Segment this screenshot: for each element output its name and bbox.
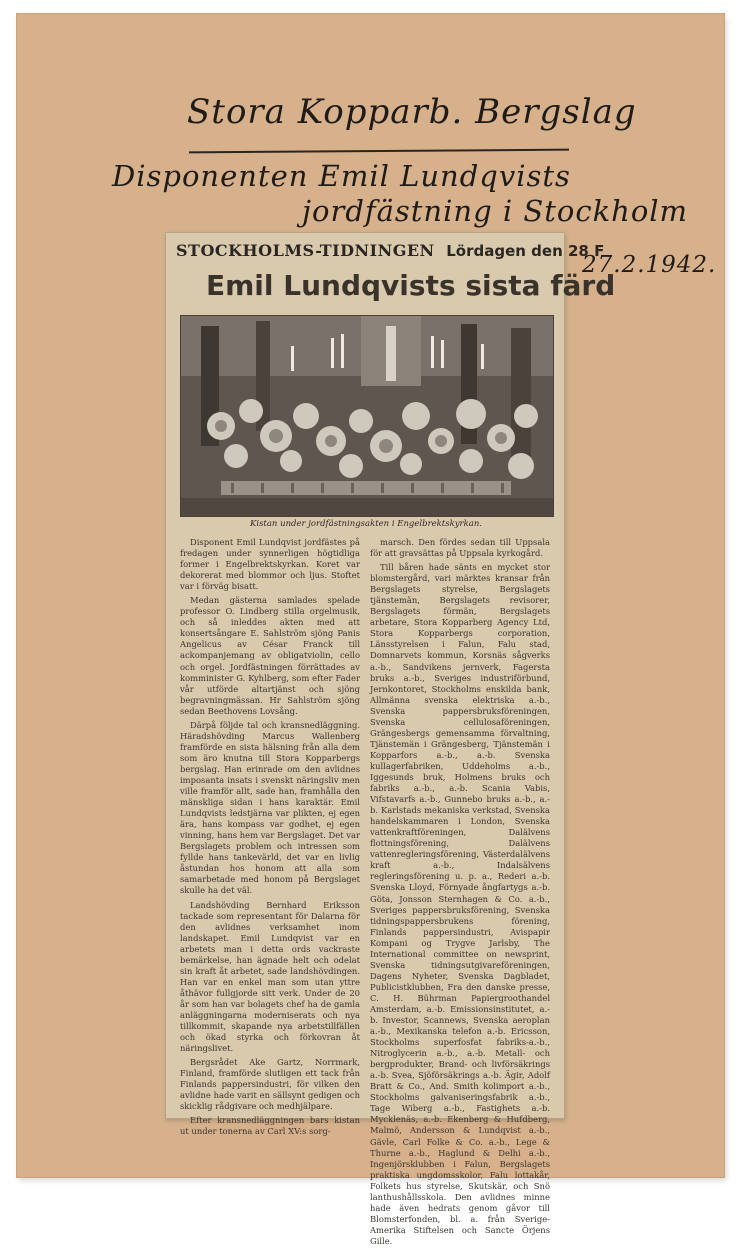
left-paragraph: Därpå följde tal och kransnedläggning. Häradshövding Marcus Wallenberg framförde en sista hälsning från alla dem som äro knutna till Stora Kopparbergs bergslag. Han erinrade om den avlidnes imposanta insats i svenskt näringsliv men ville framför allt, sade han, framhålla den mänskliga sidan i hans karaktär. Emil Lundqvists ledstjärna var plikten, ej egen ära, hans kompass var godhet, ej egen vinning, hans hem var Bergslaget. Det var Bergslagets problem och intressen som fyllde hans tankevärld, det var en livlig åstundan hos honom att alla som samarbetade med honom på Bergslaget skulle ha det väl. <box>180 719 360 896</box>
article-right-column <box>370 537 550 1250</box>
newspaper-date: Lördagen den 28 F <box>446 242 605 260</box>
left-paragraph: Disponent Emil Lundqvist jordfästes på fredagen under synnerligen högtidliga former i Engelbrektskyrkan. Koret var dekorerat med blommor och ljus. Stoftet var i förväg bisatt. <box>180 537 360 592</box>
archive-sheet <box>17 14 724 1246</box>
article-headline: Emil Lundqvists sista färd <box>206 269 616 302</box>
handwritten-underline <box>189 149 569 154</box>
handwritten-title: Stora Kopparb. Bergslag <box>187 92 637 132</box>
article-left-column <box>180 537 360 1140</box>
masthead <box>176 241 605 263</box>
right-paragraph: Till båren hade sänts en mycket stor blomstergård, vari märktes kransar från Bergslagets styrelse, Bergslagets tjänstemän, Bergslagets revisorer, Bergslagets förmän, Bergslagets arbetare, Stora Kopparberg Agency Ltd, Stora Kopparbergs corporation, Länsstyrelsen i Falun, Falu stad, Domnarvets kommun, Korsnäs sågverks a.-b., Sandvikens jernverk, Fagersta bruks a.-b., Sveriges industriförbund, Jernkontoret, Stockholms enskilda bank, Allmänna svenska elektriska a.-b., Svenska pappersbruksföreningen, Svenska cellulosaföreningen, Grängesbergs gemensamma förvaltning, Tjänstemän i Grängesberg, Tjänstemän i Kopparfors a.-b., a.-b. Svenska kullagerfabriken, Uddeholms a.-b., Iggesunds bruk, Holmens bruks och fabriks a.-b., a.-b. Scania Vabis, Vifstavarfs a.-b., Gunnebo bruks a.-b., a.-b. Karlstads mekaniska verkstad, Svenska handelskammaren i London, Svenska vattenkraftföreningen, Dalälvens flottningsförening, Dalälvens vattenregleringsförening, Västerdalälvens kraft a.-b., Indalsälvens regleringsförening u. p. a., Rederi a.-b. Svenska Lloyd, Förnyade ångfartygs a.-b. Göta, Jonsson Sternhagen & Co. a.-b., Sveriges pappersbruksförening, Svenska tidningspappersbrukens förening, Finlands pappersindustri, Avispapir Kompani og Trygve Jarlsby, The International committee on newsprint, Svenska tidningsutgivareföreningen, Dagens Nyheter, Svenska Dagbladet, Publicistklubben, Fra den danske presse, C. H. Bührman Papiergroothandel Amsterdam, a.-b. Emissionsinstitutet, a.-b. Investor, Scannews, Svenska aeroplan a.-b., Mexikanska telefon a.-b. Ericsson, Stockholms superfosfat fabriks-a.-b., Nitroglycerin a.-b., a.-b. Metall- och bergprodukter, Brand- och livförsäkrings a.-b. Svea, Sjöförsäkrings a.-b. Ägir, Adolf Bratt & Co., And. Smith kolimport a.-b., Stockholms galvaniseringsfabrik a.-b., Tage Wiberg a.-b., Fastighets a.-b. Mycklenäs, a.-b. Ekenberg & Hufdberg, Malmö, Andersson & Lundqvist a.-b., Gävle, Carl Folke & Co. a.-b., Lege & Thurne a.-b., Haglund & Delhi a.-b., Ingenjörsklubben i Falun, Bergslagets praktiska ungdomsskolor, Falu lottakår, Folkets hus styrelse, Skutskär, och Snö lanthushållsskola. Den avlidnes minne hade även hedrats genom gåvor till Blomsterfonden, bl. a. från Sverige-Amerika Stiftelsen och Sancte Örjens Gille. <box>370 562 550 1246</box>
photo-caption: Kistan under jordfästningsakten i Engelbrektskyrkan. <box>250 519 482 529</box>
handwritten-subtitle-line-2: jordfästning i Stockholm <box>302 194 689 228</box>
left-paragraph: Medan gästerna samlades spelade professor O. Lindberg stilla orgelmusik, och så inleddes akten med att konsertsångare E. Sahlström sjöng Panis Angelicus av César Franck till ackompanjemang av obligatviolin, cello och orgel. Jordfästningen förrättades av komminister G. Kyhlberg, som efter Fader vår utförde altartjänst och sjöng begravningmässan. Hr Sahlström sjöng sedan Beethovens Lovsång. <box>180 595 360 716</box>
left-paragraph: Bergsrådet Ake Gartz, Norrmark, Finland, framförde slutligen ett tack från Finlands pappersindustri, för vilken den avlidne hade varit en sällsynt gedigen och skicklig rådgivare och medhjälpare. <box>180 1057 360 1112</box>
newspaper-clipping <box>165 232 616 1246</box>
left-paragraph: Efter kransnedläggningen bars kistan ut under tonerna av Carl XV:s sorg- <box>180 1115 360 1137</box>
left-paragraph: Landshövding Bernhard Eriksson tackade som representant för Dalarna för den avlidnes verksamhet inom landskapet. Emil Lundqvist var en arbetets man i detta ords vackraste bemärkelse, han ägnade helt och odelat sin kraft åt arbetet, sade landshövdingen. Han var en enkel man som utan yttre åthävor fullgjorde sitt verk. Under de 20 år som han var bolagets chef ha de gamla anläggningarna moderniserats och nya tillkommit, skapande nya arbetstillfällen och ökad styrka och förkovran åt näringslivet. <box>180 899 360 1054</box>
handwritten-subtitle-line-1: Disponenten Emil Lundqvists <box>112 159 571 193</box>
newspaper-name: STOCKHOLMS-TIDNINGEN <box>176 241 435 260</box>
funeral-photo <box>180 315 554 517</box>
right-paragraph: marsch. Den fördes sedan till Uppsala för att gravsättas på Uppsala kyrkogård. <box>370 537 550 559</box>
handwritten-date: 27.2.1942. <box>582 252 717 278</box>
